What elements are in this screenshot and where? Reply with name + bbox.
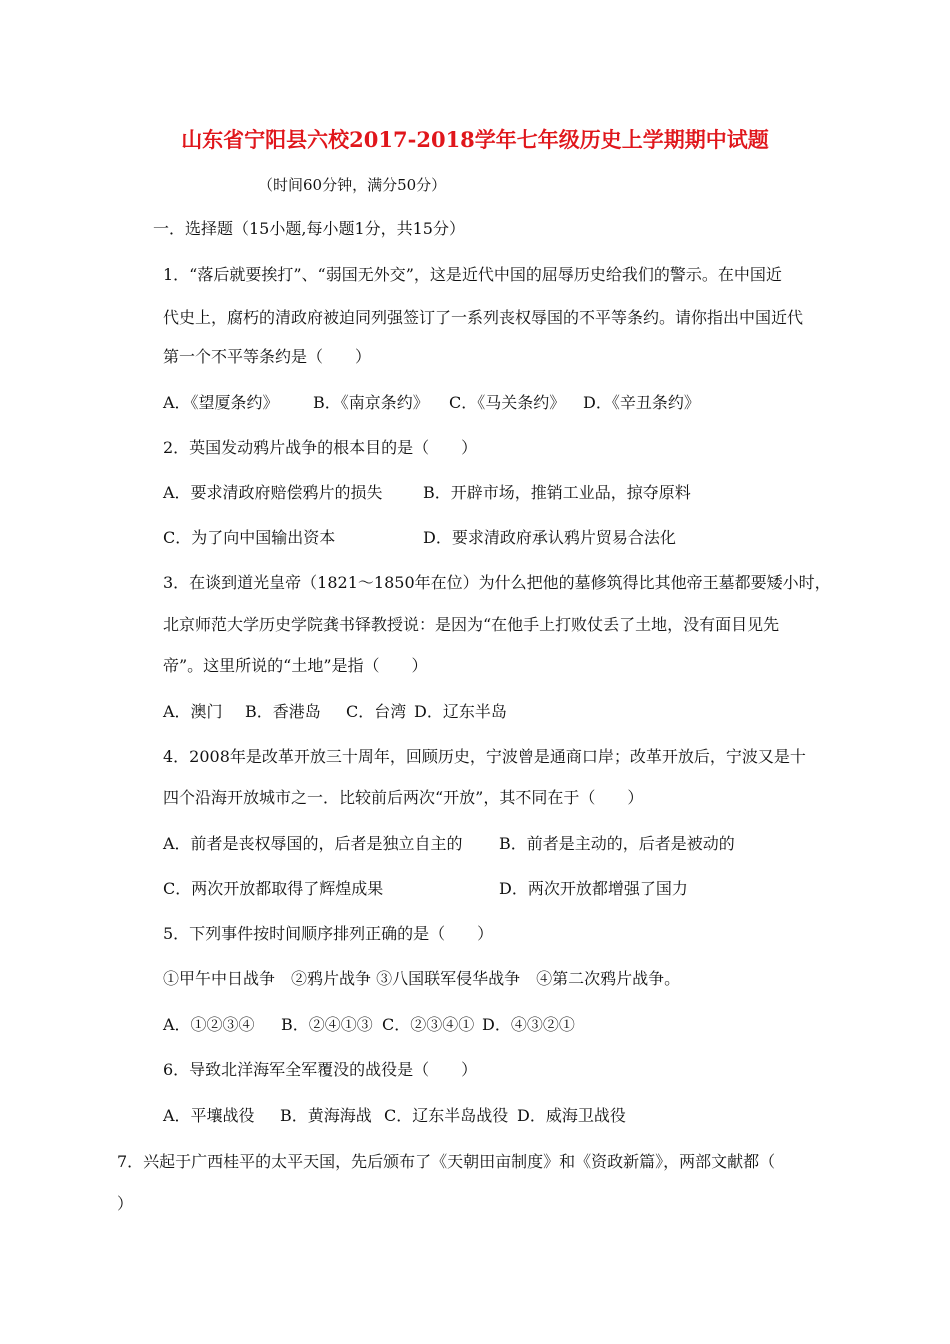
question-1-stem-line: 1．“落后就要挨打”、“弱国无外交”，这是近代中国的屈辱历史给我们的警示。在中国近 bbox=[163, 265, 782, 284]
question-2-option-d: D．要求清政府承认鸦片贸易合法化 bbox=[423, 528, 676, 547]
question-4-stem-line: 四个沿海开放城市之一．比较前后两次“开放”，其不同在于（ ） bbox=[163, 788, 644, 807]
question-5-stem-line: 5．下列事件按时间顺序排列正确的是（ ） bbox=[163, 924, 494, 943]
question-3-stem-line: 北京师范大学历史学院龚书铎教授说：是因为“在他手上打败仗丢了土地，没有面目见先 bbox=[163, 615, 780, 634]
question-3-option-b: B．香港岛 bbox=[245, 702, 321, 721]
question-2-option-c: C．为了向中国输出资本 bbox=[163, 528, 336, 547]
question-2-option-a: A．要求清政府赔偿鸦片的损失 bbox=[163, 483, 383, 502]
question-1-option-d: D．《辛丑条约》 bbox=[583, 393, 700, 412]
question-4-option-c: C．两次开放都取得了辉煌成果 bbox=[163, 879, 384, 898]
question-6-option-d: D．威海卫战役 bbox=[517, 1106, 626, 1125]
question-4-option-d: D．两次开放都增强了国力 bbox=[499, 879, 688, 898]
question-4-option-b: B．前者是主动的，后者是被动的 bbox=[499, 834, 735, 853]
question-6-option-b: B．黄海海战 bbox=[280, 1106, 372, 1125]
question-5-option-d: D．④③②① bbox=[482, 1015, 575, 1034]
question-6-option-a: A．平壤战役 bbox=[163, 1106, 255, 1125]
question-6-stem-line: 6．导致北洋海军全军覆没的战役是（ ） bbox=[163, 1060, 478, 1079]
question-2-option-b: B．开辟市场，推销工业品，掠夺原料 bbox=[423, 483, 691, 502]
question-1-option-b: B．《南京条约》 bbox=[313, 393, 429, 412]
exam-duration-note: （时间60分钟，满分50分） bbox=[258, 176, 447, 194]
question-5-option-a: A．①②③④ bbox=[163, 1015, 255, 1034]
question-3-option-c: C．台湾 bbox=[346, 702, 407, 721]
question-6-option-c: C．辽东半岛战役 bbox=[384, 1106, 509, 1125]
question-1-option-c: C．《马关条约》 bbox=[449, 393, 566, 412]
question-5-option-b: B．②④①③ bbox=[281, 1015, 373, 1034]
question-1-stem-line: 代史上，腐朽的清政府被迫同列强签订了一系列丧权辱国的不平等条约。请你指出中国近代 bbox=[163, 308, 804, 327]
question-1-stem-line: 第一个不平等条约是（ ） bbox=[163, 347, 372, 366]
question-7-stem-line: 7．兴起于广西桂平的太平天国，先后颁布了《天朝田亩制度》和《资政新篇》，两部文献都（ bbox=[117, 1152, 776, 1171]
question-3-stem-line: 帝”。这里所说的“土地”是指（ ） bbox=[163, 656, 428, 675]
question-3-option-a: A．澳门 bbox=[163, 702, 223, 721]
question-4-stem-line: 4．2008年是改革开放三十周年，回顾历史，宁波曾是通商口岸；改革开放后，宁波又是十 bbox=[163, 747, 806, 766]
question-3-stem-line: 3．在谈到道光皇帝（1821～1850年在位）为什么把他的墓修筑得比其他帝王墓都要矮小时， bbox=[163, 573, 831, 592]
question-4-option-a: A．前者是丧权辱国的，后者是独立自主的 bbox=[163, 834, 463, 853]
question-7-stem-line: ） bbox=[117, 1194, 134, 1213]
question-2-stem-line: 2．英国发动鸦片战争的根本目的是（ ） bbox=[163, 438, 478, 457]
question-5-option-c: C．②③④① bbox=[382, 1015, 475, 1034]
question-3-option-d: D．辽东半岛 bbox=[414, 702, 507, 721]
section-heading: 一．选择题（15小题,每小题1分，共15分） bbox=[153, 219, 465, 238]
question-1-option-a: A．《望厦条约》 bbox=[163, 393, 279, 412]
question-5-events-line: ①甲午中日战争 ②鸦片战争 ③八国联军侵华战争 ④第二次鸦片战争。 bbox=[163, 969, 681, 988]
document-title: 山东省宁阳县六校2017-2018学年七年级历史上学期期中试题 bbox=[181, 127, 769, 152]
